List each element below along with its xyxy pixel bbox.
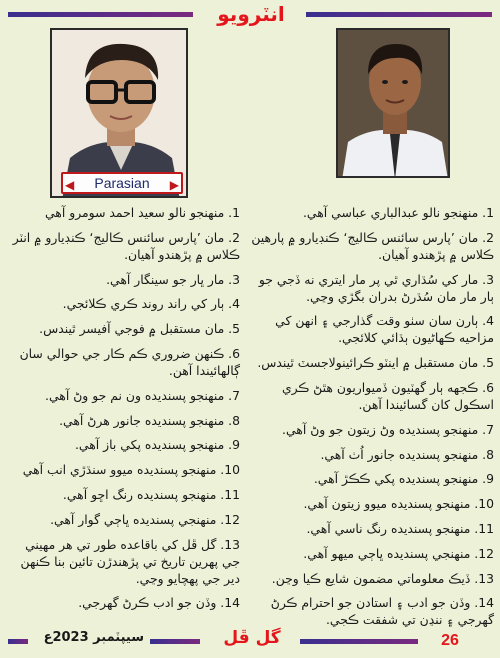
answer-item: 3. مار کي سُڌاري ٿي پر مار ايتري نه ڏجي جو ٻار مار مان سُڌرڻ بدران بگڙي وڃي. — [258, 271, 494, 304]
page-footer — [0, 628, 500, 658]
magazine-name: گل ڦل — [223, 628, 281, 648]
answer-item: 14. وڏن جو ادب ۽ استادن جو احترام ڪرڻ گهرجي ۽ ننڍن تي شفقت ڪجي. — [270, 595, 494, 628]
answer-item: 1. منهنجو نالو سعيد احمد سومرو آهي — [44, 205, 240, 220]
answer-item: 13. گل ڦل کي باقاعده طور تي هر مهيني جي پهرين تاريخ تي پڙهندڙن تائين بنا ڪنهن دير جي پهچايو وڃي. — [20, 536, 240, 586]
footer-bar — [8, 639, 28, 644]
page-header — [0, 4, 500, 26]
answer-item: 7. منهنجو پسنديده ون نم جو وڻ آهي. — [45, 387, 240, 403]
interview-answers-right — [250, 204, 494, 636]
interview-answers-left — [8, 204, 240, 619]
answer-item: 2. مان ’پارس سائنس ڪاليج‘ ڪنڊيارو ۾ انٽر ڪلاس ۾ پڙهندو آهيان. — [12, 229, 240, 262]
answer-item: 1. منهنجو نالو عبدالباري عباسي آهي. — [302, 205, 494, 220]
photo-caption-tag — [61, 172, 183, 194]
answer-item: 6. ڪجهه ٻار گهٽيون ڏميواريون هٿڻ ڪري اسڪول کان گسائيندا آهن. — [281, 379, 494, 412]
answer-item: 10. منهنجو پسنديده ميوو زيتون آهي. — [303, 496, 494, 512]
answer-item: 5. مان مستقبل ۾ اينٽو ڪرائينولاجسٽ ٿيندس. — [257, 355, 494, 371]
boy-in-uniform-image — [338, 30, 450, 178]
answer-item: 8. منهنجو پسنديده جانور هرڻ آهي. — [59, 412, 240, 428]
answer-item: 3. مار ڀار جو سينگار آهي. — [106, 271, 240, 287]
answer-item: 11. منهنجو پسنديده رنگ اڇو آهي. — [62, 486, 240, 502]
answer-item: 11. منهنجو پسنديده رنگ ناسي آهي. — [306, 520, 494, 536]
arrow-left-icon: ◀ — [65, 178, 75, 192]
page-number: 26 — [441, 632, 459, 649]
arrow-right-icon: ▶ — [169, 178, 179, 192]
answer-item: 2. مان ’پارس سائنس ڪاليج‘ ڪنڊيارو ۾ پارهين ڪلاس ۾ پڙهندو آهيان. — [251, 229, 494, 262]
answer-item: 9. منهنجو پسنديده پکي ڪڪڙ آهي. — [313, 471, 494, 487]
answer-item: 12. منهنجي پسنديده ڀاڄي گوار آهي. — [50, 511, 240, 527]
answer-item: 6. ڪنهن ضروري ڪم ڪار جي حوالي سان ڳالهائيندا آهن. — [19, 345, 240, 378]
answer-item: 4. ٻار کي راند روند ڪري ڪلائجي. — [62, 296, 240, 312]
photo-caption-text: Parasian — [94, 175, 150, 191]
answer-item: 9. منهنجو پسنديده پکي باز آهي. — [74, 437, 240, 453]
issue-date: سيپٽمبر 2023ع — [43, 630, 144, 645]
answer-item: 10. منهنجو پسنديده ميوو سنڌڙي انب آهي — [22, 462, 240, 478]
answer-item: 12. منهنجي پسنديده ڀاڄي ميهو آهي. — [303, 545, 494, 561]
answer-item: 7. منهنجو پسنديده وڻ زيتون جو وڻ آهي. — [282, 421, 494, 437]
footer-bar — [150, 639, 200, 644]
section-title: انٽرويو — [217, 2, 285, 26]
header-bar-right — [306, 12, 492, 17]
portrait-photo-right — [336, 28, 450, 178]
answer-item: 13. ڏيڪ معلوماتي مضمون شايع ڪيا وڃن. — [271, 570, 494, 586]
answer-item: 14. وڏن جو ادب ڪرڻ گهرجي. — [78, 595, 240, 611]
answer-item: 4. ٻارن سان سٺو وقت گذارجي ۽ انهن کي مزاحيه ڪهاڻيون ٻڌائي کلائجي. — [275, 313, 494, 346]
answer-item: 5. مان مستقبل ۾ فوجي آفيسر ٿيندس. — [39, 321, 240, 337]
footer-bar — [300, 639, 418, 644]
answer-item: 8. منهنجو پسنديده جانور اُٺ آهي. — [320, 446, 494, 462]
header-bar-left — [8, 12, 193, 17]
